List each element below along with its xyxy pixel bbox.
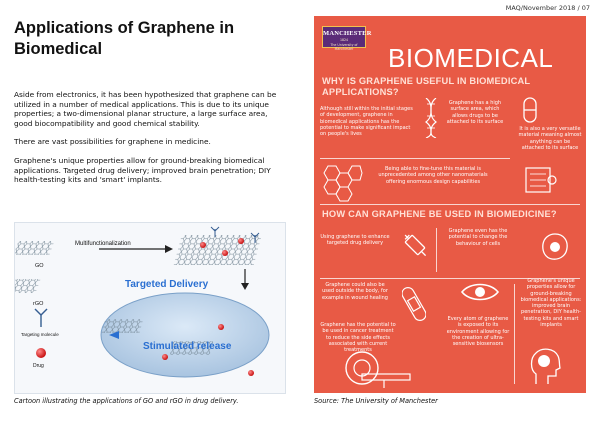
vertical-divider-1 — [436, 228, 437, 272]
figure-caption: Cartoon illustrating the applications of GO and rGO in drug delivery. — [14, 397, 239, 405]
title-line-2: Biomedical — [14, 40, 103, 58]
drug-icon — [36, 348, 46, 358]
rgo-sheet-icon — [15, 279, 41, 293]
divider-why — [320, 158, 510, 159]
scanner-icon — [344, 350, 414, 390]
article-body — [14, 90, 286, 185]
infographic-title: BIOMEDICAL — [388, 43, 554, 73]
cell-icon — [540, 232, 570, 262]
how-text-targeted-delivery: Using graphene to enhance targeted drug delivery — [320, 234, 390, 247]
divider-section — [320, 204, 580, 205]
stimulated-release-label: Stimulated release — [143, 341, 232, 352]
how-text-smart-implants: Graphene's unique properties allow for ground-breaking biomedical applications: improved brain penetration, DIY health-testing kits and smart implants — [520, 278, 582, 329]
paragraph-possibilities: There are vast possibilities for graphene in medicine. — [14, 137, 211, 147]
logo-year: 1824 — [339, 38, 349, 42]
how-text-wound-healing: Graphene could also be used outside the body, for example in wound healing — [322, 282, 388, 301]
drug-delivery-illustration — [15, 223, 286, 394]
syringe-icon — [400, 230, 430, 260]
logo-name: MANCHESTER — [323, 30, 372, 37]
how-text-biosensors: Every atom of graphene is exposed to its environment allowing for the creation of ultra-sensitive biosensors — [446, 316, 510, 348]
dna-icon — [424, 98, 438, 138]
title-line-1: Applications of Graphene in — [14, 19, 235, 37]
why-text-surface-area: Graphene has a high surface area, which allows drugs to be attached to its surface — [446, 100, 504, 125]
capsule-icon — [520, 96, 540, 124]
article-column — [14, 18, 286, 194]
biomedical-infographic — [314, 16, 586, 393]
section-why-line-1: WHY IS GRAPHENE USEFUL IN BIOMEDICAL — [322, 76, 531, 86]
bandage-icon — [402, 284, 426, 324]
go-label: GO — [35, 263, 44, 269]
section-why-line-2: APPLICATIONS? — [322, 87, 399, 97]
why-text-fine-tune: Being able to fine-tune this material is unprecedented among other nanomaterials offering enormous design capabilities — [378, 166, 488, 185]
page-title — [14, 18, 286, 60]
vertical-divider-2 — [514, 284, 515, 384]
why-text-versatile: It is also a very versatile material meaning almost anything can be attached to its surface — [518, 126, 582, 151]
functionalized-sheet — [174, 235, 262, 265]
paragraph-properties: Graphene's unique properties allow for ground-breaking biomedical applications. Targeted drug delivery; improved brain penetration; DIY health-testing kits and 'smart' implants. — [14, 155, 271, 185]
section-how-heading: HOW CAN GRAPHENE BE USED IN BIOMEDICINE? — [322, 209, 557, 219]
targeted-delivery-label: Targeted Delivery — [125, 279, 209, 290]
go-sheet-icon — [15, 241, 54, 255]
why-text-initial-stages: Although still within the initial stages of development, graphene in biomedical applications has the potential to make significant impact on people's lives — [320, 106, 413, 138]
source-caption: Source: The University of Manchester — [314, 397, 438, 405]
eye-icon — [460, 280, 500, 304]
university-logo — [322, 26, 372, 51]
targeting-molecule-label: Targeting molecule — [21, 332, 59, 337]
logo-subtitle: The University of Manchester — [330, 43, 358, 51]
targeting-molecule-icon — [35, 309, 47, 327]
paragraph-intro: Aside from electronics, it has been hypothesized that graphene can be utilized in a number of medical applications. This is due to its unique properties; a two-dimensional planar structure, a large surface area, good biocompatibility and good chemical stability. — [14, 90, 277, 128]
drug-delivery-figure — [14, 222, 286, 394]
page-reference: MAQ/November 2018 / 07 — [505, 4, 590, 12]
graphene-lattice-icon — [322, 162, 364, 202]
target-cell — [101, 293, 269, 377]
section-why-heading — [322, 76, 530, 98]
microscope-scan-icon — [520, 160, 560, 200]
multifunctionalization-label: Multifunctionalization — [75, 241, 131, 247]
head-brain-icon — [528, 346, 562, 386]
how-text-cancer-treatment: Graphene has the potential to be used in cancer treatment to reduce the side effects associated with current treatments — [320, 322, 396, 354]
drug-label: Drug — [33, 363, 44, 369]
rgo-label: rGO — [33, 301, 44, 307]
how-text-cell-behaviour: Graphene even has the potential to change the behaviour of cells — [448, 228, 508, 247]
